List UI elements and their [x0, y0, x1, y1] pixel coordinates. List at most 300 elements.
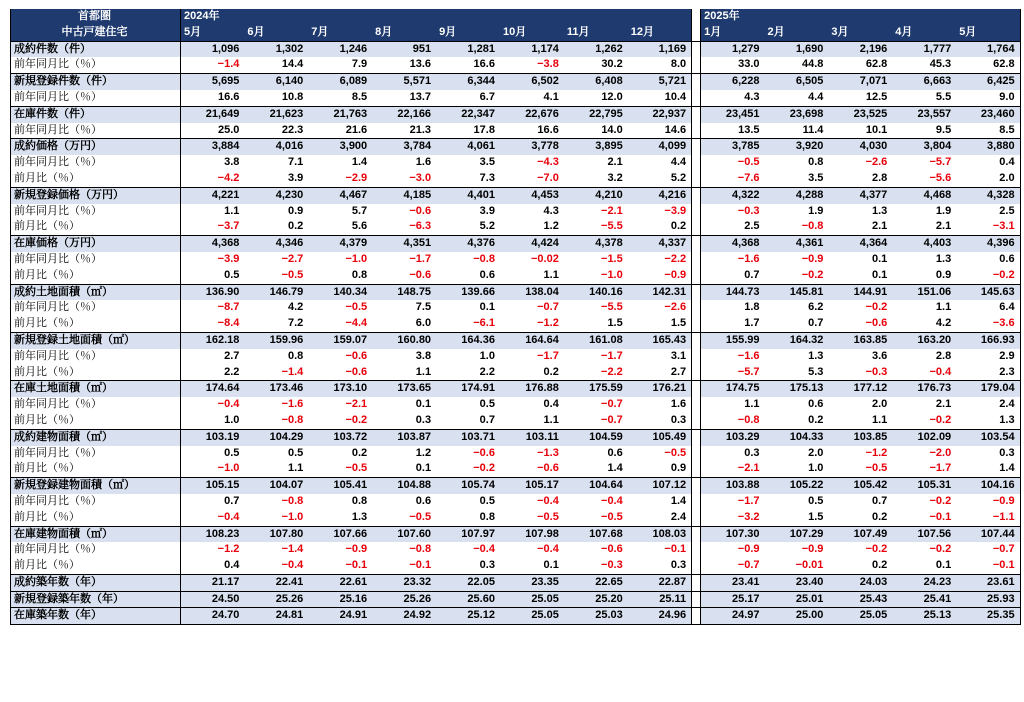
table-cell: 4,351 [372, 236, 436, 252]
table-cell: 1.0 [765, 461, 829, 477]
table-cell: 161.08 [564, 332, 628, 348]
table-cell: 144.91 [828, 284, 892, 300]
table-cell: 4,288 [765, 187, 829, 203]
row-label: 前月比（％） [11, 510, 181, 526]
table-cell: 7.5 [372, 300, 436, 316]
table-cell: −2.6 [828, 155, 892, 171]
table-cell: 159.07 [308, 332, 372, 348]
table-cell: 25.05 [500, 608, 564, 625]
table-cell: 0.4 [500, 397, 564, 413]
row-label: 新規登録土地面積（㎡） [11, 332, 181, 348]
column-gap [692, 300, 701, 316]
table-cell: 155.99 [701, 332, 765, 348]
table-cell: 1.3 [765, 349, 829, 365]
table-cell: −6.1 [436, 316, 500, 332]
table-cell: −1.0 [181, 461, 245, 477]
table-cell: 4,061 [436, 139, 500, 155]
table-cell: −1.0 [308, 252, 372, 268]
table-cell: 25.12 [436, 608, 500, 625]
row-label: 前年同月比（％） [11, 300, 181, 316]
table-cell: 25.05 [828, 608, 892, 625]
table-cell: −2.2 [564, 365, 628, 381]
table-cell: −0.8 [372, 542, 436, 558]
table-cell: 3,804 [892, 139, 956, 155]
month-header-2025: 4月 [892, 25, 956, 41]
table-cell: −3.2 [701, 510, 765, 526]
table-cell: 1,281 [436, 41, 500, 57]
table-cell: 105.49 [628, 429, 692, 445]
month-header-2024: 6月 [244, 25, 308, 41]
month-header-2024: 12月 [628, 25, 692, 41]
table-cell: 142.31 [628, 284, 692, 300]
table-cell: −0.4 [181, 397, 245, 413]
table-cell: 3,920 [765, 139, 829, 155]
table-cell: 4,030 [828, 139, 892, 155]
table-cell: 104.59 [564, 429, 628, 445]
table-cell: 22.61 [308, 574, 372, 591]
table-cell: −0.01 [765, 558, 829, 574]
table-cell: −0.5 [500, 510, 564, 526]
metric-row [11, 74, 1021, 90]
table-cell: 0.2 [308, 446, 372, 462]
table-cell: 103.71 [436, 429, 500, 445]
table-cell: 4,322 [701, 187, 765, 203]
table-cell: 0.2 [244, 219, 308, 235]
table-cell: 176.88 [500, 381, 564, 397]
column-gap [692, 268, 701, 284]
table-cell: 107.98 [500, 526, 564, 542]
month-header-2025: 1月 [701, 25, 765, 41]
table-cell: 136.90 [181, 284, 245, 300]
table-cell: −0.6 [436, 446, 500, 462]
table-cell: 0.6 [564, 446, 628, 462]
table-cell: −0.1 [892, 510, 956, 526]
table-cell: 176.73 [892, 381, 956, 397]
table-cell: 25.17 [701, 591, 765, 608]
table-cell: 1.5 [628, 316, 692, 332]
table-cell: 23,557 [892, 106, 956, 122]
table-cell: 11.4 [765, 123, 829, 139]
row-label: 在庫築年数（年） [11, 608, 181, 625]
table-cell: 25.01 [765, 591, 829, 608]
row-label: 前年同月比（％） [11, 252, 181, 268]
table-cell: 1,169 [628, 41, 692, 57]
change-row [11, 446, 1021, 462]
column-gap [692, 591, 701, 608]
table-cell: 25.05 [500, 591, 564, 608]
month-header-2024: 5月 [181, 25, 245, 41]
table-cell: 0.1 [828, 252, 892, 268]
table-cell: 1,279 [701, 41, 765, 57]
table-cell: 175.13 [765, 381, 829, 397]
table-cell: 164.64 [500, 332, 564, 348]
table-cell: 4,403 [892, 236, 956, 252]
table-cell: −0.7 [956, 542, 1020, 558]
metric-row [11, 591, 1021, 608]
table-cell: 105.22 [765, 478, 829, 494]
table-cell: 23.61 [956, 574, 1020, 591]
table-cell: 0.8 [308, 268, 372, 284]
row-label: 成約土地面積（㎡） [11, 284, 181, 300]
month-gap [692, 25, 701, 41]
table-cell: −1.2 [181, 542, 245, 558]
table-cell: 4,328 [956, 187, 1020, 203]
row-label: 成約建物面積（㎡） [11, 429, 181, 445]
table-cell: 25.26 [372, 591, 436, 608]
table-cell: 151.06 [892, 284, 956, 300]
table-cell: 148.75 [372, 284, 436, 300]
table-cell: 12.0 [564, 90, 628, 106]
table-cell: 13.7 [372, 90, 436, 106]
column-gap [692, 461, 701, 477]
table-cell: −0.6 [564, 542, 628, 558]
table-cell: 0.3 [372, 413, 436, 429]
table-cell: 21,649 [181, 106, 245, 122]
table-cell: 23,698 [765, 106, 829, 122]
year-header-row [11, 9, 1021, 25]
row-label: 前月比（％） [11, 219, 181, 235]
table-cell: −2.1 [308, 397, 372, 413]
row-label: 前年同月比（％） [11, 155, 181, 171]
table-cell: 4.1 [500, 90, 564, 106]
table-cell: 2.8 [892, 349, 956, 365]
table-cell: −0.2 [436, 461, 500, 477]
table-cell: 17.8 [436, 123, 500, 139]
table-cell: 4,468 [892, 187, 956, 203]
change-row [11, 461, 1021, 477]
table-cell: 7,071 [828, 74, 892, 90]
change-row [11, 365, 1021, 381]
table-cell: −2.1 [701, 461, 765, 477]
column-gap [692, 494, 701, 510]
table-cell: 45.3 [892, 57, 956, 73]
table-cell: 107.60 [372, 526, 436, 542]
change-row [11, 300, 1021, 316]
column-gap [692, 381, 701, 397]
table-cell: 3.8 [181, 155, 245, 171]
table-cell: 1.1 [372, 365, 436, 381]
table-cell: 2.1 [892, 397, 956, 413]
table-cell: 6,502 [500, 74, 564, 90]
table-cell: 105.41 [308, 478, 372, 494]
metric-row [11, 236, 1021, 252]
table-cell: 21.3 [372, 123, 436, 139]
table-cell: 105.15 [181, 478, 245, 494]
table-cell: 0.9 [244, 204, 308, 220]
change-row [11, 510, 1021, 526]
row-label: 前年同月比（％） [11, 204, 181, 220]
table-cell: 10.4 [628, 90, 692, 106]
table-cell: 22.41 [244, 574, 308, 591]
table-cell: 22,937 [628, 106, 692, 122]
table-cell: 107.97 [436, 526, 500, 542]
row-label: 成約件数（件） [11, 41, 181, 57]
table-cell: −1.4 [181, 57, 245, 73]
table-cell: 5.7 [308, 204, 372, 220]
table-cell: 25.11 [628, 591, 692, 608]
table-cell: 22,795 [564, 106, 628, 122]
table-cell: 166.93 [956, 332, 1020, 348]
table-cell: 22.05 [436, 574, 500, 591]
table-cell: 0.7 [765, 316, 829, 332]
month-header-2024: 10月 [500, 25, 564, 41]
year-gap [692, 9, 701, 25]
table-cell: −0.4 [564, 494, 628, 510]
table-cell: −0.4 [244, 558, 308, 574]
table-cell: −0.6 [308, 365, 372, 381]
table-cell: 25.93 [956, 591, 1020, 608]
table-cell: −3.6 [956, 316, 1020, 332]
table-cell: 25.03 [564, 608, 628, 625]
table-cell: 4,467 [308, 187, 372, 203]
table-cell: 7.1 [244, 155, 308, 171]
table-cell: 62.8 [956, 57, 1020, 73]
metric-row [11, 187, 1021, 203]
table-cell: 25.35 [956, 608, 1020, 625]
table-cell: 103.11 [500, 429, 564, 445]
table-cell: 12.5 [828, 90, 892, 106]
column-gap [692, 510, 701, 526]
table-cell: 0.5 [765, 494, 829, 510]
table-cell: 174.75 [701, 381, 765, 397]
metric-row [11, 41, 1021, 57]
table-cell: −3.8 [500, 57, 564, 73]
table-cell: 8.5 [956, 123, 1020, 139]
table-cell: 6,663 [892, 74, 956, 90]
month-header-2024: 9月 [436, 25, 500, 41]
table-cell: −0.1 [956, 558, 1020, 574]
table-cell: 1.5 [564, 316, 628, 332]
table-cell: 0.1 [372, 397, 436, 413]
table-cell: −0.7 [701, 558, 765, 574]
table-cell: −0.5 [628, 446, 692, 462]
table-cell: 8.5 [308, 90, 372, 106]
table-cell: 0.2 [500, 365, 564, 381]
table-cell: −0.6 [372, 268, 436, 284]
table-cell: −0.6 [828, 316, 892, 332]
table-cell: −0.5 [564, 510, 628, 526]
row-label: 在庫建物面積（㎡） [11, 526, 181, 542]
table-cell: 23.35 [500, 574, 564, 591]
table-cell: 4,016 [244, 139, 308, 155]
table-cell: 0.2 [828, 510, 892, 526]
table-cell: 25.20 [564, 591, 628, 608]
table-cell: 1.4 [564, 461, 628, 477]
table-cell: −1.7 [500, 349, 564, 365]
table-cell: −8.4 [181, 316, 245, 332]
table-cell: 44.8 [765, 57, 829, 73]
table-cell: 4,216 [628, 187, 692, 203]
table-cell: 103.72 [308, 429, 372, 445]
table-cell: 2.2 [181, 365, 245, 381]
table-cell: 176.21 [628, 381, 692, 397]
table-cell: 1.2 [372, 446, 436, 462]
table-cell: −0.5 [828, 461, 892, 477]
table-cell: −0.5 [701, 155, 765, 171]
table-cell: 21,623 [244, 106, 308, 122]
table-cell: 3.1 [628, 349, 692, 365]
table-cell: 0.6 [436, 268, 500, 284]
month-header-2024: 8月 [372, 25, 436, 41]
table-cell: 1.0 [181, 413, 245, 429]
table-cell: 3.2 [564, 171, 628, 187]
table-cell: 1.1 [701, 397, 765, 413]
table-cell: 0.6 [765, 397, 829, 413]
table-cell: 139.66 [436, 284, 500, 300]
table-cell: 104.88 [372, 478, 436, 494]
table-cell: −6.3 [372, 219, 436, 235]
table-cell: −0.9 [308, 542, 372, 558]
row-label: 前年同月比（％） [11, 57, 181, 73]
row-label: 在庫土地面積（㎡） [11, 381, 181, 397]
table-cell: 0.8 [765, 155, 829, 171]
table-cell: 16.6 [181, 90, 245, 106]
table-cell: 1,262 [564, 41, 628, 57]
table-cell: 2.8 [828, 171, 892, 187]
change-row [11, 494, 1021, 510]
table-cell: 0.2 [828, 558, 892, 574]
table-cell: 0.5 [181, 446, 245, 462]
table-cell: 2.5 [956, 204, 1020, 220]
table-cell: 0.1 [892, 558, 956, 574]
table-cell: 10.8 [244, 90, 308, 106]
table-cell: 2.1 [892, 219, 956, 235]
table-cell: −0.3 [564, 558, 628, 574]
table-cell: 23,451 [701, 106, 765, 122]
table-cell: 0.8 [436, 510, 500, 526]
table-cell: 4,376 [436, 236, 500, 252]
row-label: 前月比（％） [11, 413, 181, 429]
column-gap [692, 397, 701, 413]
table-cell: −4.3 [500, 155, 564, 171]
table-cell: 103.19 [181, 429, 245, 445]
table-cell: 1.8 [701, 300, 765, 316]
table-cell: 104.16 [956, 478, 1020, 494]
table-cell: 104.29 [244, 429, 308, 445]
table-cell: 4.4 [765, 90, 829, 106]
row-label: 前年同月比（％） [11, 446, 181, 462]
table-cell: 5.2 [628, 171, 692, 187]
column-gap [692, 284, 701, 300]
table-cell: 6.2 [765, 300, 829, 316]
table-cell: 21.17 [181, 574, 245, 591]
table-cell: 145.81 [765, 284, 829, 300]
table-cell: −4.2 [181, 171, 245, 187]
table-cell: 105.31 [892, 478, 956, 494]
table-cell: 104.33 [765, 429, 829, 445]
table-cell: 14.6 [628, 123, 692, 139]
column-gap [692, 106, 701, 122]
table-cell: 5.6 [308, 219, 372, 235]
table-cell: 0.3 [701, 446, 765, 462]
table-cell: 103.54 [956, 429, 1020, 445]
table-cell: 104.07 [244, 478, 308, 494]
table-cell: 173.10 [308, 381, 372, 397]
table-cell: 62.8 [828, 57, 892, 73]
row-label: 前月比（％） [11, 558, 181, 574]
table-cell: 103.85 [828, 429, 892, 445]
table-cell: 4,401 [436, 187, 500, 203]
table-cell: 2.9 [956, 349, 1020, 365]
table-cell: 6.0 [372, 316, 436, 332]
table-cell: 24.96 [628, 608, 692, 625]
table-cell: 105.42 [828, 478, 892, 494]
table-cell: 1.1 [892, 300, 956, 316]
table-cell: 107.68 [564, 526, 628, 542]
table-cell: 8.0 [628, 57, 692, 73]
table-cell: 160.80 [372, 332, 436, 348]
change-row [11, 397, 1021, 413]
table-cell: −4.4 [308, 316, 372, 332]
table-cell: 4,361 [765, 236, 829, 252]
table-cell: 1,246 [308, 41, 372, 57]
market-statistics-table [10, 9, 1021, 625]
row-label: 成約築年数（年） [11, 574, 181, 591]
table-cell: −0.6 [372, 204, 436, 220]
table-cell: −0.9 [701, 542, 765, 558]
table-cell: −0.2 [765, 268, 829, 284]
change-row [11, 155, 1021, 171]
column-gap [692, 429, 701, 445]
table-body [11, 41, 1021, 625]
change-row [11, 57, 1021, 73]
table-cell: 138.04 [500, 284, 564, 300]
table-cell: 2.4 [628, 510, 692, 526]
table-cell: 0.4 [956, 155, 1020, 171]
table-cell: 174.64 [181, 381, 245, 397]
table-cell: 1.1 [500, 413, 564, 429]
table-cell: 24.70 [181, 608, 245, 625]
table-cell: 140.16 [564, 284, 628, 300]
table-cell: −1.1 [956, 510, 1020, 526]
table-cell: 2.3 [956, 365, 1020, 381]
metric-row [11, 106, 1021, 122]
table-cell: 6,228 [701, 74, 765, 90]
table-cell: 173.65 [372, 381, 436, 397]
table-cell: 159.96 [244, 332, 308, 348]
table-cell: 173.46 [244, 381, 308, 397]
table-cell: 16.6 [500, 123, 564, 139]
table-cell: −0.02 [500, 252, 564, 268]
table-cell: 4,379 [308, 236, 372, 252]
table-cell: 23.40 [765, 574, 829, 591]
table-cell: 2,196 [828, 41, 892, 57]
table-cell: 4,453 [500, 187, 564, 203]
table-cell: −2.7 [244, 252, 308, 268]
table-cell: 0.2 [765, 413, 829, 429]
table-cell: 0.9 [892, 268, 956, 284]
table-cell: 14.0 [564, 123, 628, 139]
column-gap [692, 608, 701, 625]
table-cell: 2.1 [828, 219, 892, 235]
table-cell: 1.2 [500, 219, 564, 235]
table-title-line2: 中古戸建住宅 [11, 25, 181, 41]
change-row [11, 542, 1021, 558]
table-cell: −1.0 [244, 510, 308, 526]
table-cell: 4,221 [181, 187, 245, 203]
table-cell: 0.9 [628, 461, 692, 477]
table-cell: 14.4 [244, 57, 308, 73]
table-cell: 4,337 [628, 236, 692, 252]
table-cell: 30.2 [564, 57, 628, 73]
table-cell: 2.4 [956, 397, 1020, 413]
row-label: 前月比（％） [11, 268, 181, 284]
row-label: 前年同月比（％） [11, 349, 181, 365]
change-row [11, 219, 1021, 235]
table-cell: −5.7 [701, 365, 765, 381]
table-cell: −0.8 [244, 494, 308, 510]
table-cell: −0.9 [765, 252, 829, 268]
